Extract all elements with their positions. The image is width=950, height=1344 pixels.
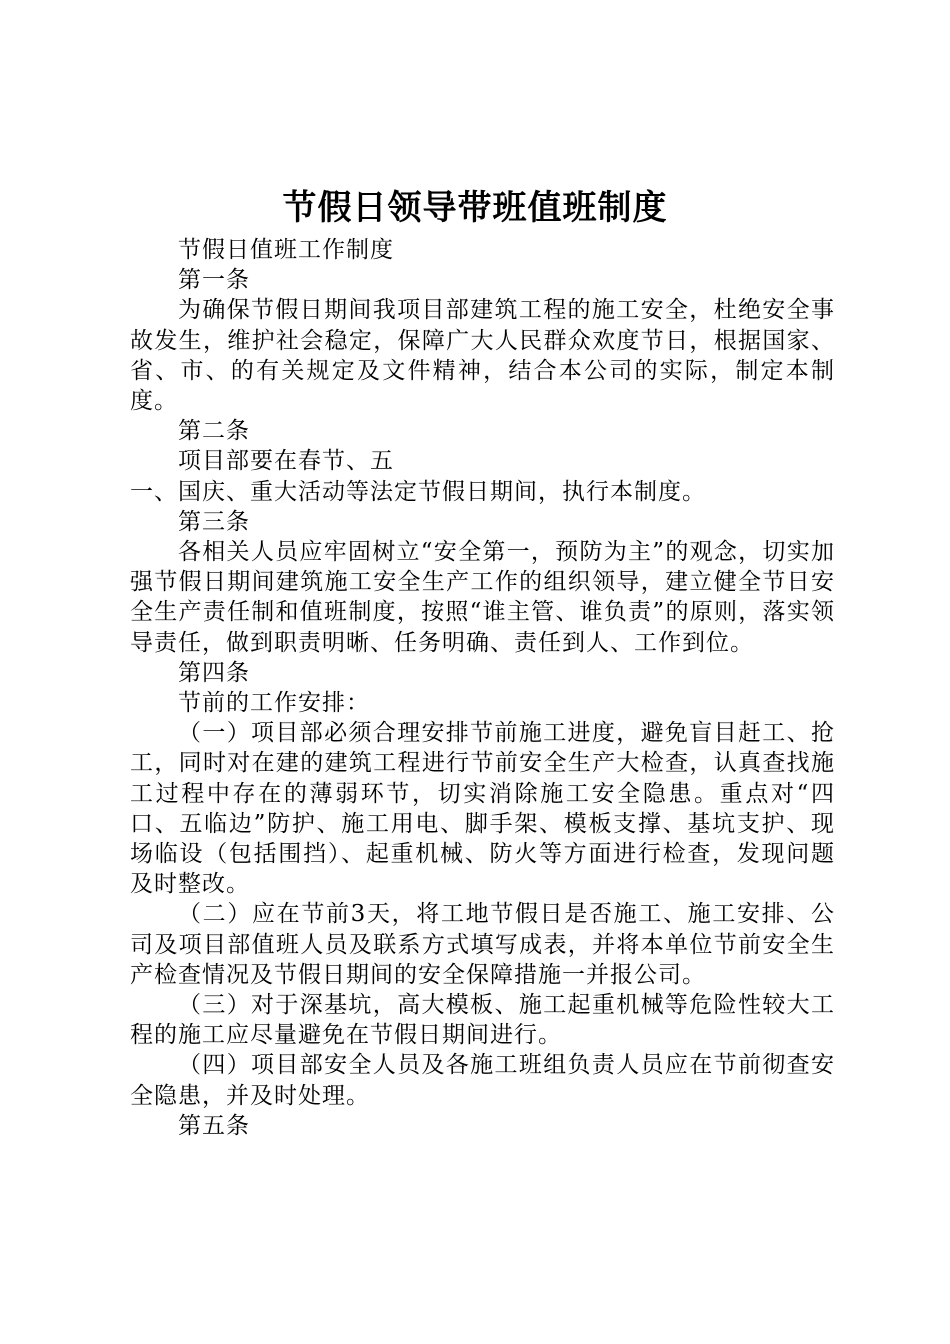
article-paragraph: 节前的工作安排： xyxy=(178,690,370,717)
list-item: （四）项目部安全人员及各施工班组负责人员应在节前彻查安全隐患，并及时处理。 xyxy=(130,1052,835,1109)
article-heading: 第四条 xyxy=(178,659,250,686)
article-paragraph: 项目部要在春节、五 xyxy=(178,448,394,475)
article-heading: 第二条 xyxy=(178,418,250,445)
article-heading: 第五条 xyxy=(178,1112,250,1139)
list-item: （三）对于深基坑，高大模板、施工起重机械等危险性较大工程的施工应尽量避免在节假日期间进行。 xyxy=(130,992,835,1049)
article-paragraph: 一、国庆、重大活动等法定节假日期间，执行本制度。 xyxy=(130,478,706,505)
section-heading: 节假日值班工作制度 xyxy=(178,237,394,263)
list-item: （一）项目部必须合理安排节前施工进度，避免盲目赶工、抢工，同时对在建的建筑工程进行节前安全生产大检查，认真查找施工过程中存在的薄弱环节，切实消除施工安全隐患。重点对“四口、五临边”防护、施工用电、脚手架、模板支撑、基坑支护、现场临设（包括围挡）、起重机械、防火等方面进行检查，发现问题及时整改。 xyxy=(130,720,835,898)
article-heading: 第三条 xyxy=(178,508,250,535)
article-paragraph: 为确保节假日期间我项目部建筑工程的施工安全，杜绝安全事故发生，维护社会稳定，保障广大人民群众欢度节日，根据国家、省、市、的有关规定及文件精神，结合本公司的实际，制定本制度。 xyxy=(130,297,835,415)
document-title: 节假日领导带班值班制度 xyxy=(282,188,668,228)
list-item: （二）应在节前3天，将工地节假日是否施工、施工安排、公司及项目部值班人员及联系方式填写成表，并将本单位节前安全生产检查情况及节假日期间的安全保障措施一并报公司。 xyxy=(130,901,835,988)
document-body xyxy=(130,235,835,1141)
article-paragraph: 各相关人员应牢固树立“安全第一，预防为主”的观念，切实加强节假日期间建筑施工安全生产工作的组织领导，建立健全节日安全生产责任制和值班制度，按照“谁主管、谁负责”的原则，落实领导责任，做到职责明晰、任务明确、责任到人、工作到位。 xyxy=(130,539,835,656)
article-heading: 第一条 xyxy=(178,267,250,294)
